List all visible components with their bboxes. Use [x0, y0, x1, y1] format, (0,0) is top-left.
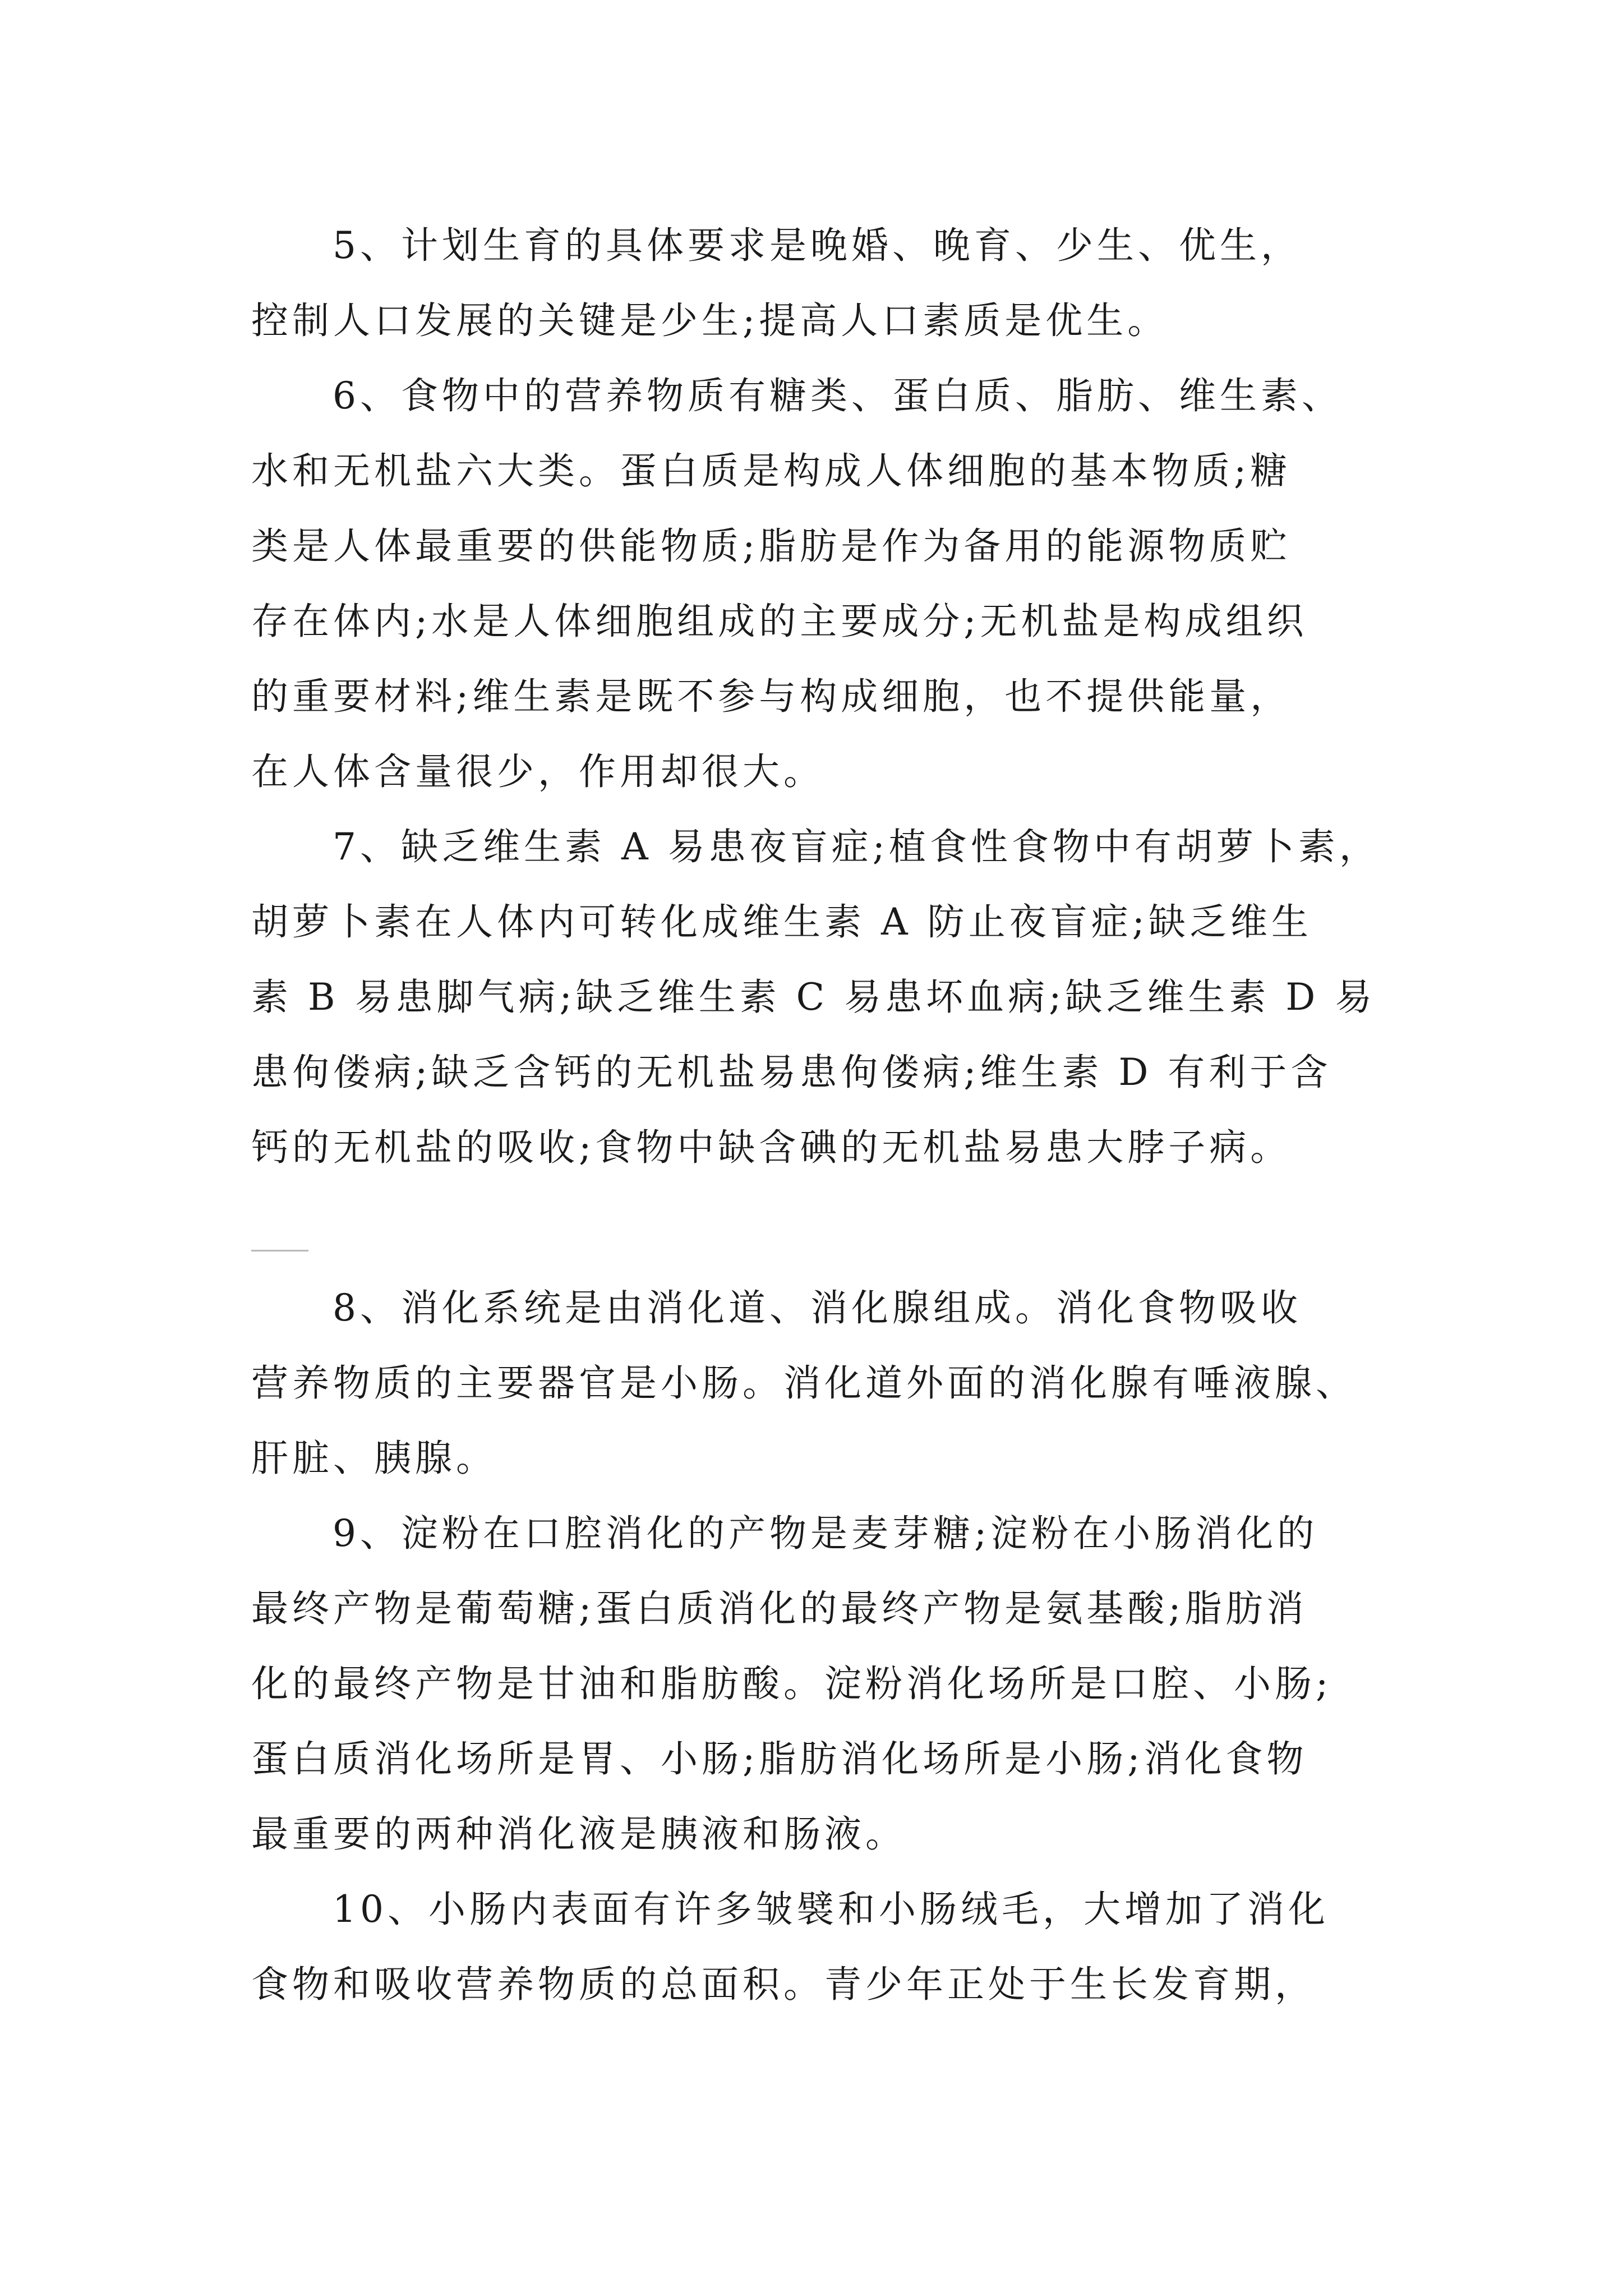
paragraph-5-line-2: 控制人口发展的关键是少生;提高人口素质是优生。	[251, 299, 1169, 342]
paragraph-7-line-2: 胡萝卜素在人体内可转化成维生素 A 防止夜盲症;缺乏维生	[251, 900, 1312, 944]
paragraph-6-line-6: 在人体含量很少，作用却很大。	[251, 750, 824, 793]
page-break-divider	[251, 1250, 308, 1251]
paragraph-8-line-2: 营养物质的主要器官是小肠。消化道外面的消化腺有唾液腺、	[251, 1361, 1357, 1405]
paragraph-6-line-4: 存在体内;水是人体细胞组成的主要成分;无机盐是构成组织	[251, 600, 1308, 643]
paragraph-6-line-3: 类是人体最重要的供能物质;脂肪是作为备用的能源物质贮	[251, 524, 1292, 568]
paragraph-6-line-1: 6、食物中的营养物质有糖类、蛋白质、脂肪、维生素、	[333, 374, 1343, 417]
paragraph-9-line-3: 化的最终产物是甘油和脂肪酸。淀粉消化场所是口腔、小肠;	[251, 1662, 1332, 1705]
paragraph-10-line-2: 食物和吸收营养物质的总面积。青少年正处于生长发育期，	[251, 1963, 1316, 2006]
paragraph-6-line-5: 的重要材料;维生素是既不参与构成细胞，也不提供能量，	[251, 675, 1292, 718]
paragraph-7-line-5: 钙的无机盐的吸收;食物中缺含碘的无机盐易患大脖子病。	[251, 1126, 1292, 1169]
paragraph-8-line-3: 肝脏、胰腺。	[251, 1437, 497, 1480]
paragraph-7-line-1: 7、缺乏维生素 A 易患夜盲症;植食性食物中有胡萝卜素，	[333, 825, 1380, 868]
paragraph-5-line-1: 5、计划生育的具体要求是晚婚、晚育、少生、优生，	[333, 224, 1302, 267]
paragraph-6-line-2: 水和无机盐六大类。蛋白质是构成人体细胞的基本物质;糖	[251, 449, 1292, 493]
paragraph-8-line-1: 8、消化系统是由消化道、消化腺组成。消化食物吸收	[333, 1286, 1302, 1329]
paragraph-10-line-1: 10、小肠内表面有许多皱襞和小肠绒毛，大增加了消化	[333, 1888, 1329, 1931]
paragraph-9-line-1: 9、淀粉在口腔消化的产物是麦芽糖;淀粉在小肠消化的	[333, 1512, 1318, 1555]
paragraph-9-line-4: 蛋白质消化场所是胃、小肠;脂肪消化场所是小肠;消化食物	[251, 1737, 1308, 1780]
paragraph-9-line-2: 最终产物是葡萄糖;蛋白质消化的最终产物是氨基酸;脂肪消	[251, 1587, 1308, 1630]
paragraph-7-line-3: 素 B 易患脚气病;缺乏维生素 C 易患坏血病;缺乏维生素 D 易	[251, 976, 1376, 1019]
paragraph-7-line-4: 患佝偻病;缺乏含钙的无机盐易患佝偻病;维生素 D 有利于含	[251, 1051, 1332, 1094]
paragraph-9-line-5: 最重要的两种消化液是胰液和肠液。	[251, 1812, 906, 1856]
